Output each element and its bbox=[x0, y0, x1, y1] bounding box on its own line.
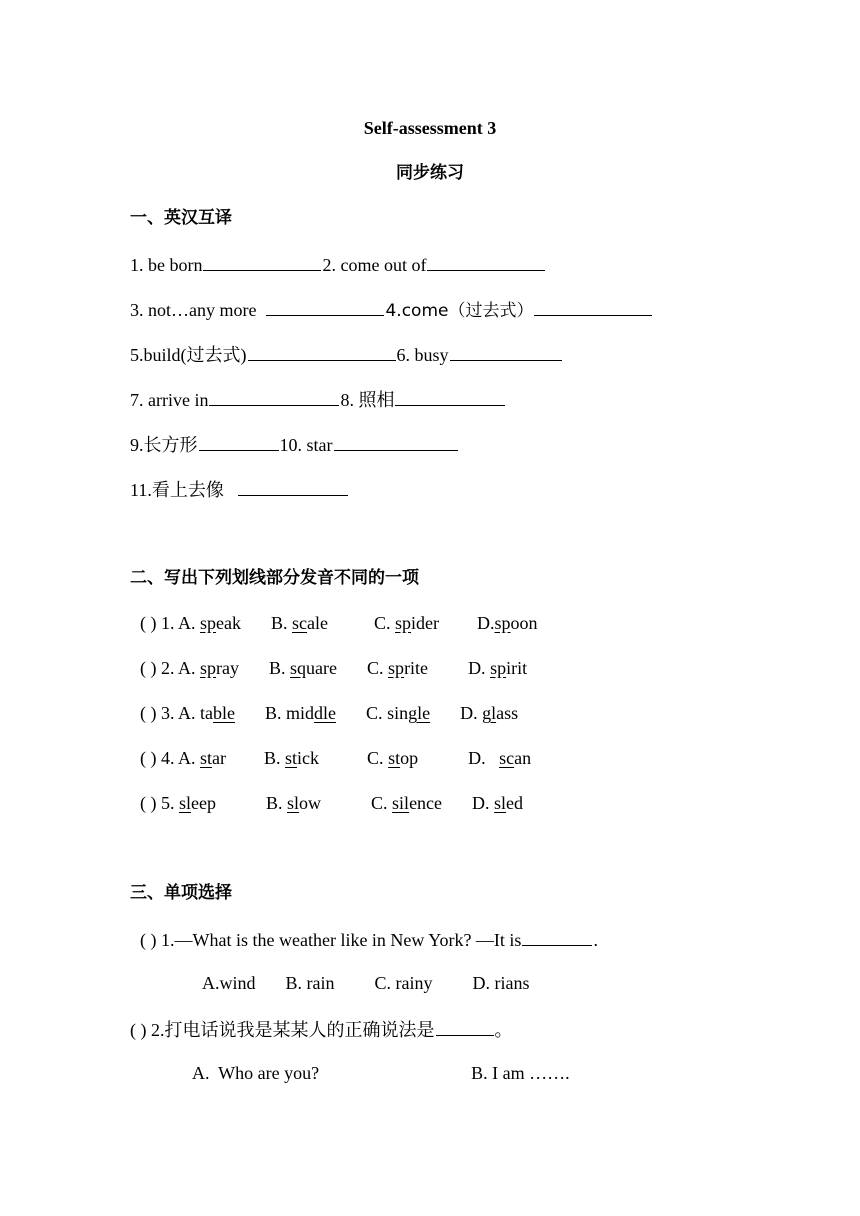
item-label: 4.come（过去式） bbox=[385, 301, 534, 321]
section3-question-1 bbox=[140, 925, 598, 951]
answer-bracket[interactable]: ( ) bbox=[140, 748, 157, 768]
answer-blank[interactable] bbox=[395, 385, 505, 406]
option-rest: ass bbox=[496, 703, 519, 723]
underlined-part: sp bbox=[490, 658, 507, 678]
item-label: 6. busy bbox=[396, 345, 449, 365]
answer-blank[interactable] bbox=[522, 925, 592, 946]
option-letter: C. bbox=[374, 613, 396, 633]
option-letter: D. bbox=[460, 703, 483, 723]
underlined-part: sp bbox=[388, 658, 405, 678]
option-rest: uare bbox=[306, 658, 338, 678]
section2-question-1 bbox=[140, 610, 538, 636]
option-rest: ray bbox=[216, 658, 240, 678]
option-rest: ta bbox=[200, 703, 214, 723]
answer-bracket[interactable]: ( ) bbox=[130, 1020, 147, 1040]
option-rest: ider bbox=[411, 613, 440, 633]
section2-question-3 bbox=[140, 700, 518, 726]
underlined-part: st bbox=[285, 748, 298, 768]
section1-row-5 bbox=[130, 430, 459, 456]
question-number: 4. A. bbox=[161, 748, 201, 768]
section3-q1-options bbox=[202, 970, 530, 996]
option-rest: ar bbox=[212, 748, 227, 768]
answer-bracket[interactable]: ( ) bbox=[140, 703, 157, 723]
option-rest: op bbox=[400, 748, 419, 768]
question-end: . bbox=[593, 930, 598, 950]
item-label: 9.长方形 bbox=[130, 435, 198, 455]
option-b: B. I am ……. bbox=[471, 1063, 570, 1083]
item-label: 2. come out of bbox=[322, 255, 427, 275]
option-a: A.wind bbox=[202, 973, 256, 993]
underlined-part: gle bbox=[408, 703, 431, 723]
section1-row-3 bbox=[130, 340, 563, 366]
underlined-part: sl bbox=[179, 793, 192, 813]
underlined-part: ble bbox=[213, 703, 236, 723]
item-label: 11.看上去像 bbox=[130, 480, 224, 500]
underlined-part: gl bbox=[482, 703, 497, 723]
question-text: 1.—What is the weather like in New York? —It is bbox=[161, 930, 522, 950]
answer-blank[interactable] bbox=[203, 250, 321, 271]
option-letter: C. bbox=[367, 658, 389, 678]
answer-bracket[interactable]: ( ) bbox=[140, 930, 157, 950]
underlined-part: sil bbox=[392, 793, 410, 813]
option-rest: an bbox=[514, 748, 532, 768]
section2-question-5 bbox=[140, 790, 523, 816]
option-rest: oon bbox=[510, 613, 538, 633]
section1-heading: 一、英汉互译 bbox=[130, 208, 232, 228]
underlined-part: sp bbox=[200, 658, 217, 678]
question-number: 2. A. bbox=[161, 658, 201, 678]
answer-bracket[interactable]: ( ) bbox=[140, 658, 157, 678]
answer-blank[interactable] bbox=[427, 250, 545, 271]
option-rest: ence bbox=[409, 793, 443, 813]
answer-bracket[interactable]: ( ) bbox=[140, 613, 157, 633]
option-letter: B. bbox=[266, 793, 288, 813]
answer-blank[interactable] bbox=[238, 475, 348, 496]
item-label: 10. star bbox=[279, 435, 333, 455]
underlined-part: sl bbox=[287, 793, 300, 813]
underlined-part: sp bbox=[494, 613, 511, 633]
question-number: 3. A. bbox=[161, 703, 201, 723]
option-letter: D. bbox=[472, 793, 495, 813]
section2-heading: 二、写出下列划线部分发音不同的一项 bbox=[130, 568, 419, 588]
section1-row-1 bbox=[130, 250, 546, 276]
page-title: Self-assessment 3 bbox=[363, 118, 497, 138]
answer-bracket[interactable]: ( ) bbox=[140, 793, 157, 813]
option-rest: eep bbox=[191, 793, 216, 813]
underlined-part: st bbox=[388, 748, 401, 768]
underlined-part: dle bbox=[314, 703, 337, 723]
option-c: C. rainy bbox=[374, 973, 433, 993]
item-label: 7. arrive in bbox=[130, 390, 209, 410]
option-letter: D. bbox=[468, 658, 491, 678]
answer-blank[interactable] bbox=[199, 430, 279, 451]
question-end: 。 bbox=[494, 1020, 513, 1040]
option-letter: D. bbox=[477, 613, 495, 633]
option-letter: C. bbox=[371, 793, 393, 813]
section2-question-4 bbox=[140, 745, 531, 771]
section1-row-6 bbox=[130, 475, 349, 501]
option-letter: C. bbox=[366, 703, 388, 723]
section3-heading: 三、单项选择 bbox=[130, 883, 232, 903]
answer-blank[interactable] bbox=[209, 385, 339, 406]
option-letter: B. bbox=[271, 613, 293, 633]
item-label: 1. be born bbox=[130, 255, 203, 275]
item-label: 8. 照相 bbox=[340, 390, 395, 410]
option-a: A. Who are you? bbox=[192, 1063, 320, 1083]
question-number: 5. bbox=[161, 793, 179, 813]
underlined-part: st bbox=[200, 748, 213, 768]
item-label: 3. not…any more bbox=[130, 300, 257, 320]
answer-blank[interactable] bbox=[334, 430, 458, 451]
option-letter: B. bbox=[265, 703, 287, 723]
option-rest: eak bbox=[216, 613, 242, 633]
section1-row-4 bbox=[130, 385, 506, 411]
underlined-part: sp bbox=[395, 613, 412, 633]
page-subtitle: 同步练习 bbox=[396, 163, 464, 183]
option-letter: C. bbox=[367, 748, 389, 768]
option-letter: D. bbox=[468, 748, 500, 768]
option-letter: B. bbox=[269, 658, 291, 678]
option-rest: mid bbox=[286, 703, 315, 723]
underlined-part: sq bbox=[290, 658, 307, 678]
answer-blank[interactable] bbox=[266, 295, 384, 316]
option-rest: ick bbox=[297, 748, 320, 768]
option-d: D. rians bbox=[472, 973, 530, 993]
option-rest: ow bbox=[299, 793, 322, 813]
question-text: 2.打电话说我是某某人的正确说法是 bbox=[151, 1020, 435, 1040]
section3-question-2 bbox=[130, 1015, 513, 1041]
option-rest: ale bbox=[307, 613, 329, 633]
option-rest: rite bbox=[404, 658, 429, 678]
question-number: 1. A. bbox=[161, 613, 201, 633]
underlined-part: sc bbox=[292, 613, 308, 633]
section1-row-2 bbox=[130, 295, 653, 321]
option-letter: B. bbox=[264, 748, 286, 768]
section2-question-2 bbox=[140, 655, 527, 681]
option-rest: sin bbox=[387, 703, 409, 723]
item-label: 5.build(过去式) bbox=[130, 345, 247, 365]
option-b: B. rain bbox=[285, 973, 335, 993]
answer-blank[interactable] bbox=[248, 340, 396, 361]
option-rest: ed bbox=[506, 793, 524, 813]
option-rest: irit bbox=[506, 658, 528, 678]
answer-blank[interactable] bbox=[436, 1015, 494, 1036]
underlined-part: sc bbox=[499, 748, 515, 768]
underlined-part: sp bbox=[200, 613, 217, 633]
answer-blank[interactable] bbox=[450, 340, 562, 361]
underlined-part: sl bbox=[494, 793, 507, 813]
answer-blank[interactable] bbox=[534, 295, 652, 316]
section3-q2-options bbox=[192, 1060, 570, 1086]
